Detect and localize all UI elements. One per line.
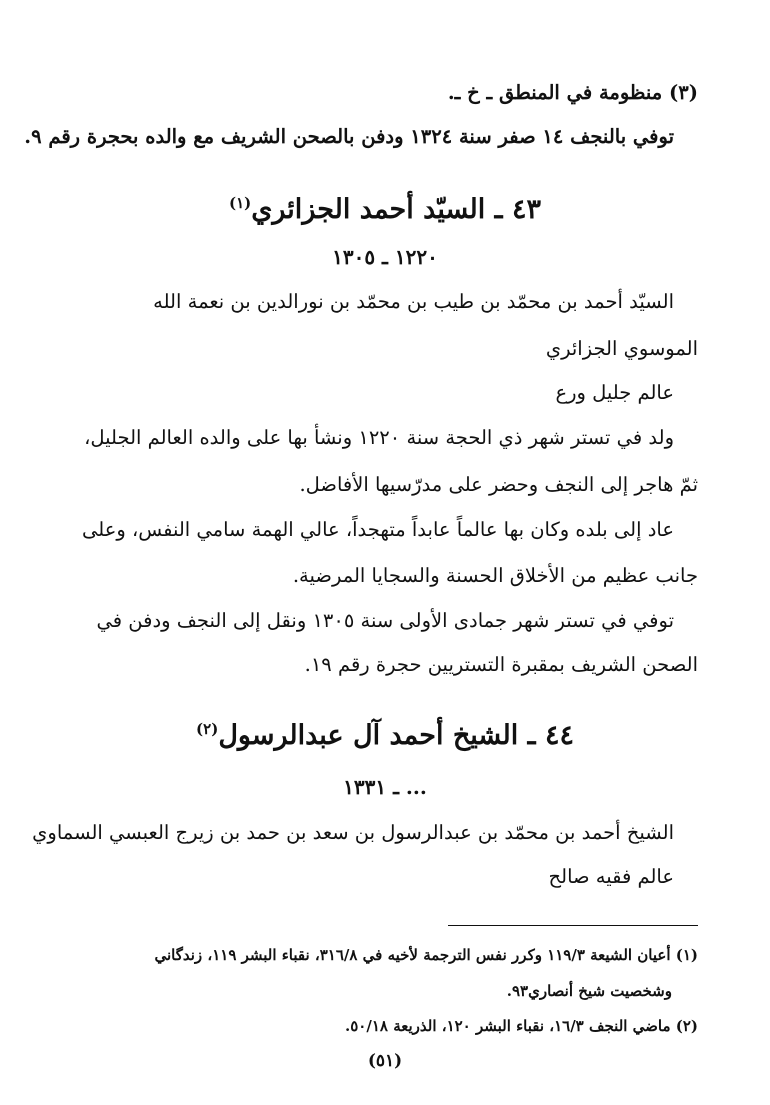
- page-number: (٥١): [367, 1051, 403, 1071]
- footnote-2: (٢) ماضي النجف ١٦/٣، نقباء البشر ١٢٠، الذريعة ٥٠/١٨.: [345, 1017, 698, 1035]
- entry-44-name-line: الشيخ أحمد بن محمّد بن عبدالرسول بن سعد بن حمد بن زيرج العبسي السماوي: [32, 821, 674, 844]
- intro-death-line: توفي بالنجف ١٤ صفر سنة ١٣٢٤ ودفن بالصحن الشريف مع والده بحجرة رقم ٩.: [24, 125, 674, 148]
- entry-43-return-line-1: عاد إلى بلده وكان بها عالماً عابداً متهجداً، عالي الهمة سامي النفس، وعلى: [82, 518, 674, 541]
- intro-item-3: (٣) منظومة في المنطق ـ خ ـ.: [447, 81, 698, 104]
- entry-43-heading: [72, 190, 698, 230]
- entry-44-title: ٤٤ ـ الشيخ أحمد آل عبدالرسول: [218, 720, 574, 751]
- entry-43-return-line-2: جانب عظيم من الأخلاق الحسنة والسجايا المرضية.: [292, 564, 698, 587]
- entry-43-description: عالم جليل ورع: [555, 381, 674, 404]
- entry-43-name-line-2: الموسوي الجزائري: [545, 337, 698, 360]
- entry-44-description: عالم فقيه صالح: [548, 865, 674, 888]
- entry-43-footnote-ref: (١): [228, 194, 252, 212]
- footnote-1-line-1: (١) أعيان الشيعة ١١٩/٣ وكرر نفس الترجمة لأخيه في ٣١٦/٨، نقباء البشر ١١٩، زندگاني: [154, 946, 698, 964]
- entry-43-death-line-1: توفي في تستر شهر جمادى الأولى سنة ١٣٠٥ ونقل إلى النجف ودفن في: [96, 609, 674, 632]
- entry-44-heading: [72, 716, 698, 756]
- entry-43-birth-line-1: ولد في تستر شهر ذي الحجة سنة ١٢٢٠ ونشأ بها على والده العالم الجليل،: [84, 426, 674, 449]
- entry-44-dates: ... ـ ١٣٣١: [343, 775, 427, 799]
- entry-43-death-line-2: الصحن الشريف بمقبرة التستريين حجرة رقم ١٩.: [304, 653, 698, 676]
- footnote-separator: [448, 925, 698, 926]
- entry-43-birth-line-2: ثمّ هاجر إلى النجف وحضر على مدرّسيها الأفاضل.: [299, 473, 698, 496]
- entry-43-title: ٤٣ ـ السيّد أحمد الجزائري: [251, 194, 541, 225]
- entry-43-dates: ١٢٢٠ ـ ١٣٠٥: [332, 245, 438, 269]
- footnote-1-line-2: وشخصيت شيخ أنصاري٩٣.: [506, 982, 672, 1000]
- entry-43-name-line-1: السيّد أحمد بن محمّد بن طيب بن محمّد بن نورالدين بن نعمة الله: [153, 290, 674, 313]
- entry-44-footnote-ref: (٢): [196, 720, 219, 738]
